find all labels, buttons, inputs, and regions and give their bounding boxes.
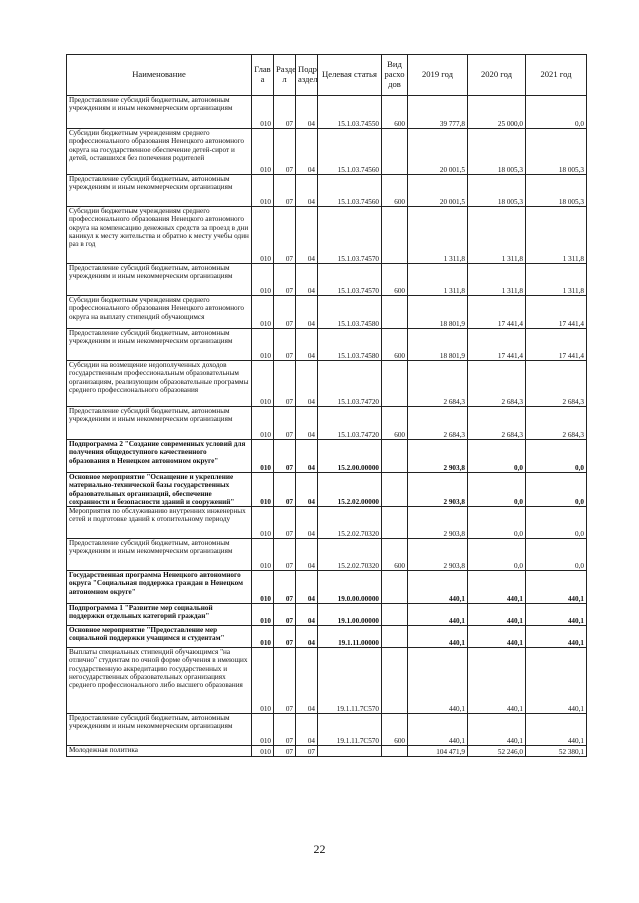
row-value-2019: 2 684,3 [408,361,468,407]
row-expense-type: 600 [382,175,408,207]
header-name: Наименование [67,55,252,96]
row-podrazdel: 04 [296,96,318,129]
row-podrazdel: 04 [296,571,318,604]
row-name: Субсидии бюджетным учреждениям среднего профессионального образования Ненецкого автономного округа на государственное обеспечение детей-сирот и детей, оставшихся без попечения родителей [67,129,252,175]
page-number: 22 [313,842,326,856]
row-value-2019: 440,1 [408,626,468,648]
row-target-article: 15.1.03.74720 [318,361,382,407]
row-value-2019: 2 903,8 [408,507,468,539]
row-expense-type [382,648,408,714]
row-glava: 010 [252,507,274,539]
row-target-article: 15.1.03.74560 [318,129,382,175]
row-glava: 010 [252,329,274,361]
row-value-2019: 440,1 [408,648,468,714]
row-target-article: 19.1.11.00000 [318,626,382,648]
row-value-2021: 1 311,8 [526,264,587,296]
header-podrazdel: Подр аздел [296,55,318,96]
row-value-2021: 17 441,4 [526,329,587,361]
row-glava: 010 [252,96,274,129]
header-glava: Глав а [252,55,274,96]
row-name: Предоставление субсидий бюджетным, автономным учреждениям и иным некоммерческим организациям [67,96,252,129]
row-expense-type [382,626,408,648]
row-value-2020: 52 246,0 [468,746,526,757]
row-expense-type [382,507,408,539]
row-podrazdel: 04 [296,264,318,296]
row-value-2020: 0,0 [468,473,526,507]
table-row [67,626,587,648]
header-vid: Вид расхо дов [382,55,408,96]
row-expense-type [382,296,408,329]
row-target-article: 15.1.03.74720 [318,407,382,440]
row-glava: 010 [252,539,274,571]
row-glava: 010 [252,175,274,207]
row-value-2020: 17 441,4 [468,329,526,361]
row-value-2019: 1 311,8 [408,264,468,296]
row-value-2020: 0,0 [468,539,526,571]
row-razdel: 07 [274,626,296,648]
row-value-2020: 440,1 [468,571,526,604]
row-value-2019: 2 903,8 [408,440,468,473]
row-value-2021: 440,1 [526,648,587,714]
row-value-2020: 440,1 [468,714,526,746]
row-expense-type: 600 [382,407,408,440]
row-razdel: 07 [274,264,296,296]
row-name: Выплаты специальных стипендий обучающимся "на отлично" студентам по очной форме обучения в имеющих государственную аккредитацию государственных и негосударственных образовательных организациях среднего профессионального либо высшего образования [67,648,252,714]
row-expense-type: 600 [382,539,408,571]
row-value-2020: 18 005,3 [468,129,526,175]
row-target-article [318,746,382,757]
row-target-article: 15.2.02.70320 [318,539,382,571]
row-expense-type [382,207,408,264]
row-razdel: 07 [274,96,296,129]
row-podrazdel: 04 [296,507,318,539]
row-value-2021: 0,0 [526,473,587,507]
row-target-article: 15.1.03.74550 [318,96,382,129]
row-target-article: 15.1.03.74560 [318,175,382,207]
table-row [67,507,587,539]
row-razdel: 07 [274,714,296,746]
row-podrazdel: 04 [296,207,318,264]
row-podrazdel: 04 [296,361,318,407]
budget-table [66,54,587,757]
row-glava: 010 [252,571,274,604]
row-value-2019: 39 777,8 [408,96,468,129]
row-value-2021: 52 380,1 [526,746,587,757]
row-value-2021: 440,1 [526,714,587,746]
row-podrazdel: 04 [296,175,318,207]
row-name: Основное мероприятие "Оснащение и укрепление материально-технической базы государственных образовательных организаций, обеспечение сохранности и безопасности зданий и сооружений" [67,473,252,507]
row-glava: 010 [252,361,274,407]
row-expense-type [382,473,408,507]
row-value-2020: 25 000,0 [468,96,526,129]
header-2020: 2020 год [468,55,526,96]
row-expense-type: 600 [382,329,408,361]
row-glava: 010 [252,264,274,296]
row-expense-type: 600 [382,264,408,296]
row-target-article: 15.2.02.70320 [318,507,382,539]
row-name: Предоставление субсидий бюджетным, автономным учреждениям и иным некоммерческим организациям [67,175,252,207]
row-value-2020: 440,1 [468,626,526,648]
row-target-article: 15.1.03.74570 [318,207,382,264]
row-razdel: 07 [274,604,296,626]
row-value-2019: 20 001,5 [408,129,468,175]
row-value-2019: 18 801,9 [408,329,468,361]
row-target-article: 15.1.03.74580 [318,329,382,361]
row-name: Предоставление субсидий бюджетным, автономным учреждениям и иным некоммерческим организациям [67,539,252,571]
row-podrazdel: 04 [296,129,318,175]
row-value-2020: 2 684,3 [468,407,526,440]
table-row [67,264,587,296]
row-podrazdel: 04 [296,473,318,507]
row-glava: 010 [252,626,274,648]
row-razdel: 07 [274,407,296,440]
row-target-article: 19.1.00.00000 [318,604,382,626]
row-value-2020: 440,1 [468,604,526,626]
row-value-2020: 0,0 [468,507,526,539]
row-glava: 010 [252,473,274,507]
row-expense-type [382,440,408,473]
row-value-2021: 1 311,8 [526,207,587,264]
row-razdel: 07 [274,746,296,757]
table-header-row [67,55,587,96]
row-razdel: 07 [274,296,296,329]
row-podrazdel: 04 [296,714,318,746]
row-value-2020: 2 684,3 [468,361,526,407]
row-razdel: 07 [274,648,296,714]
table-row [67,714,587,746]
row-value-2021: 0,0 [526,507,587,539]
row-name: Мероприятия по обслуживанию внутренних инженерных сетей и подготовке зданий к отопительному периоду [67,507,252,539]
row-expense-type: 600 [382,714,408,746]
row-name: Государственная программа Ненецкого автономного округа "Социальная поддержка граждан в Ненецком автономном округе" [67,571,252,604]
row-name: Предоставление субсидий бюджетным, автономным учреждениям и иным некоммерческим организациям [67,714,252,746]
row-value-2020: 440,1 [468,648,526,714]
row-target-article: 19.1.11.7С570 [318,648,382,714]
header-2021: 2021 год [526,55,587,96]
row-value-2020: 1 311,8 [468,207,526,264]
table-row [67,604,587,626]
row-razdel: 07 [274,539,296,571]
row-value-2019: 440,1 [408,571,468,604]
row-glava: 010 [252,714,274,746]
row-name: Молодежная политика [67,746,252,757]
row-glava: 010 [252,648,274,714]
header-razdel: Разде л [274,55,296,96]
row-razdel: 07 [274,207,296,264]
row-value-2021: 0,0 [526,96,587,129]
row-value-2020: 0,0 [468,440,526,473]
row-value-2021: 17 441,4 [526,296,587,329]
row-target-article: 15.1.03.74580 [318,296,382,329]
row-name: Основное мероприятие "Предоставление мер социальной поддержки учащимся и студентам" [67,626,252,648]
row-name: Предоставление субсидий бюджетным, автономным учреждениям и иным некоммерческим организациям [67,329,252,361]
row-value-2019: 440,1 [408,714,468,746]
table-row [67,207,587,264]
row-value-2021: 2 684,3 [526,407,587,440]
row-podrazdel: 04 [296,296,318,329]
table-row [67,407,587,440]
row-value-2021: 0,0 [526,440,587,473]
row-podrazdel: 04 [296,648,318,714]
row-glava: 010 [252,746,274,757]
row-name: Предоставление субсидий бюджетным, автономным учреждениям и иным некоммерческим организациям [67,264,252,296]
row-podrazdel: 04 [296,329,318,361]
row-value-2019: 18 801,9 [408,296,468,329]
row-value-2019: 2 684,3 [408,407,468,440]
row-podrazdel: 07 [296,746,318,757]
table-row [67,473,587,507]
row-value-2019: 20 001,5 [408,175,468,207]
row-value-2021: 18 005,3 [526,175,587,207]
row-name: Субсидии бюджетным учреждениям среднего профессионального образования Ненецкого автономного округа на компенсацию денежных средств за проезд в дни каникул к месту жительства и обратно к месту учебы один раз в год [67,207,252,264]
header-target: Целевая статья [318,55,382,96]
row-expense-type: 600 [382,96,408,129]
row-glava: 010 [252,604,274,626]
table-row [67,329,587,361]
table-body [67,96,587,757]
row-glava: 010 [252,129,274,175]
row-name: Предоставление субсидий бюджетным, автономным учреждениям и иным некоммерческим организациям [67,407,252,440]
row-razdel: 07 [274,175,296,207]
table-row [67,96,587,129]
row-value-2021: 440,1 [526,626,587,648]
table-row [67,440,587,473]
row-razdel: 07 [274,571,296,604]
row-expense-type [382,129,408,175]
row-value-2019: 440,1 [408,604,468,626]
row-podrazdel: 04 [296,604,318,626]
row-value-2019: 104 471,9 [408,746,468,757]
row-razdel: 07 [274,129,296,175]
row-value-2019: 2 903,8 [408,539,468,571]
row-podrazdel: 04 [296,407,318,440]
row-glava: 010 [252,440,274,473]
row-glava: 010 [252,296,274,329]
row-glava: 010 [252,207,274,264]
row-name: Подпрограмма 2 "Создание современных условий для получения общедоступного качественного образования в Ненецком автономном округе" [67,440,252,473]
row-razdel: 07 [274,473,296,507]
row-value-2021: 440,1 [526,571,587,604]
row-value-2019: 1 311,8 [408,207,468,264]
row-value-2020: 17 441,4 [468,296,526,329]
row-target-article: 15.2.00.00000 [318,440,382,473]
row-podrazdel: 04 [296,539,318,571]
row-value-2020: 1 311,8 [468,264,526,296]
row-value-2021: 440,1 [526,604,587,626]
row-expense-type [382,571,408,604]
row-glava: 010 [252,407,274,440]
table-row [67,175,587,207]
row-target-article: 15.1.03.74570 [318,264,382,296]
row-razdel: 07 [274,440,296,473]
row-value-2019: 2 903,8 [408,473,468,507]
row-expense-type [382,746,408,757]
table-row [67,539,587,571]
row-razdel: 07 [274,329,296,361]
row-name: Субсидии на возмещение недополученных доходов государственным профессиональным образовательным организациям, реализующим образовательные программы среднего профессионального образования [67,361,252,407]
row-podrazdel: 04 [296,440,318,473]
table-row [67,746,587,757]
row-value-2021: 18 005,3 [526,129,587,175]
row-target-article: 15.2.02.00000 [318,473,382,507]
row-expense-type [382,604,408,626]
row-name: Субсидии бюджетным учреждениям среднего профессионального образования Ненецкого автономного округа на выплату стипендий обучающимся [67,296,252,329]
row-value-2021: 0,0 [526,539,587,571]
table-row [67,571,587,604]
row-target-article: 19.1.11.7С570 [318,714,382,746]
row-value-2020: 18 005,3 [468,175,526,207]
row-name: Подпрограмма 1 "Развитие мер социальной поддержки отдельных категорий граждан" [67,604,252,626]
row-value-2021: 2 684,3 [526,361,587,407]
header-2019: 2019 год [408,55,468,96]
row-razdel: 07 [274,361,296,407]
table-row [67,361,587,407]
table-row [67,129,587,175]
row-razdel: 07 [274,507,296,539]
row-expense-type [382,361,408,407]
table-row [67,648,587,714]
row-podrazdel: 04 [296,626,318,648]
row-target-article: 19.0.00.00000 [318,571,382,604]
table-row [67,296,587,329]
